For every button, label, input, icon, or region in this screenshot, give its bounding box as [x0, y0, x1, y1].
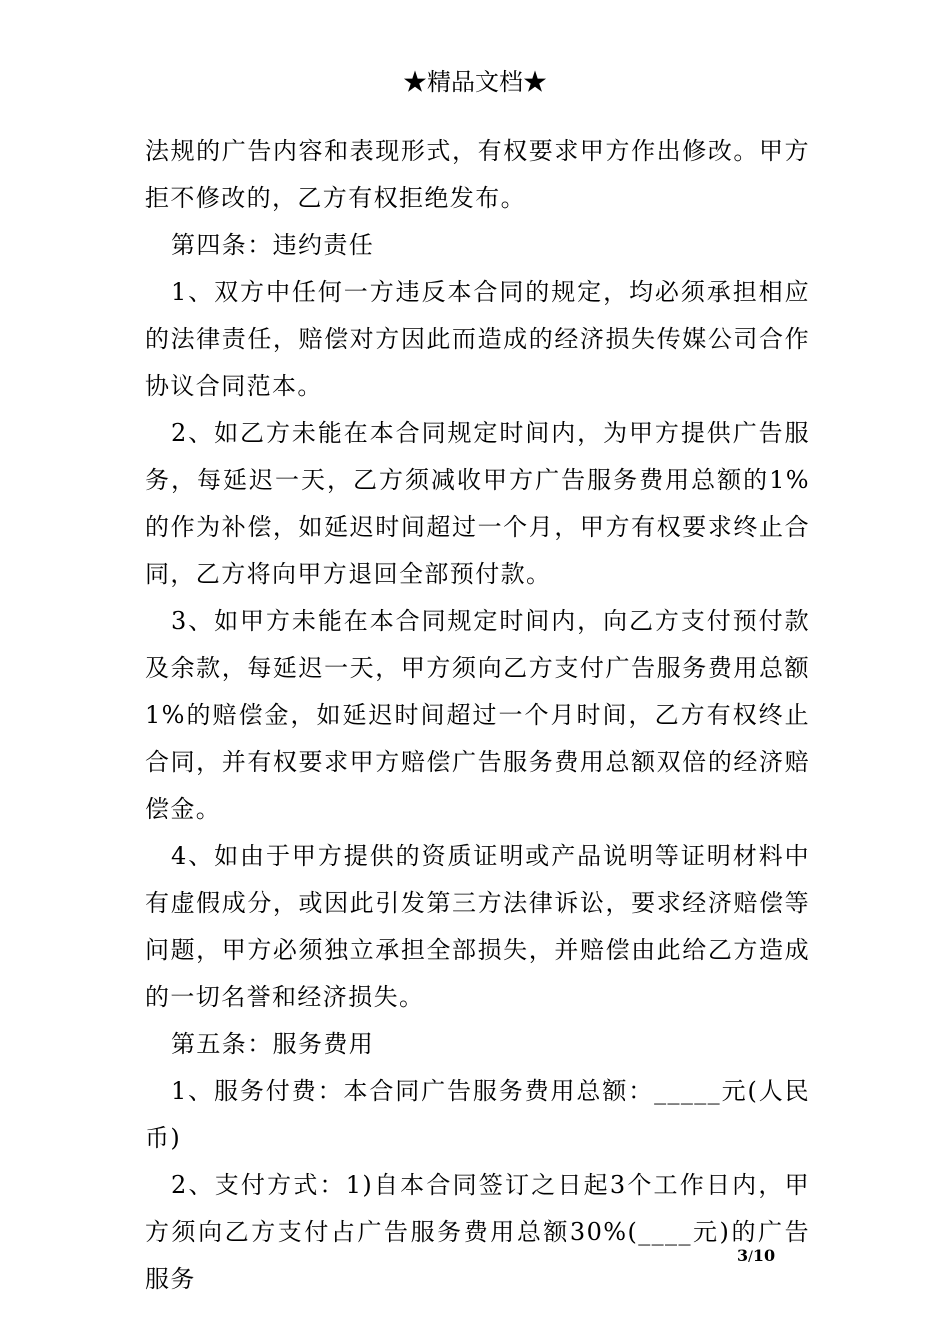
clause-4-1: 1、双方中任何一方违反本合同的规定，均必须承担相应的法律责任，赔偿对方因此而造成的经济损失传媒公司合作协议合同范本。: [145, 278, 810, 400]
clause-4-4: 4、如由于甲方提供的资质证明或产品说明等证明材料中有虚假成分，或因此引发第三方法律诉讼，要求经济赔偿等问题，甲方必须独立承担全部损失，并赔偿由此给乙方造成的一切名誉和经济损失。: [145, 842, 810, 1011]
section-heading-article-5: 第五条：服务费用: [171, 1030, 375, 1058]
page-current: 3: [737, 1246, 749, 1265]
clause-4-3: 3、如甲方未能在本合同规定时间内，向乙方支付预付款及余款，每延迟一天，甲方须向乙方支付广告服务费用总额1%的赔偿金，如延迟时间超过一个月时间，乙方有权终止合同，并有权要求甲方赔偿广告服务费用总额双倍的经济赔偿金。: [145, 607, 810, 823]
page-separator: /: [748, 1249, 753, 1265]
paragraph-continuation: 法规的广告内容和表现形式，有权要求甲方作出修改。甲方拒不修改的，乙方有权拒绝发布。: [145, 137, 810, 212]
page-number: [737, 1246, 775, 1267]
document-body: [145, 128, 810, 1303]
clause-5-2: 2、支付方式：1)自本合同签订之日起3个工作日内，甲方须向乙方支付占广告服务费用总额30%(____元)的广告服务: [145, 1171, 810, 1293]
clause-4-2: 2、如乙方未能在本合同规定时间内，为甲方提供广告服务，每延迟一天，乙方须减收甲方广告服务费用总额的1%的作为补偿，如延迟时间超过一个月，甲方有权要求终止合同，乙方将向甲方退回全部预付款。: [145, 419, 810, 588]
page-total: 10: [752, 1246, 776, 1265]
section-heading-article-4: 第四条：违约责任: [171, 231, 375, 259]
document-header-title: ★精品文档★: [403, 68, 547, 96]
clause-5-1: 1、服务付费：本合同广告服务费用总额：_____元(人民币): [145, 1077, 810, 1152]
